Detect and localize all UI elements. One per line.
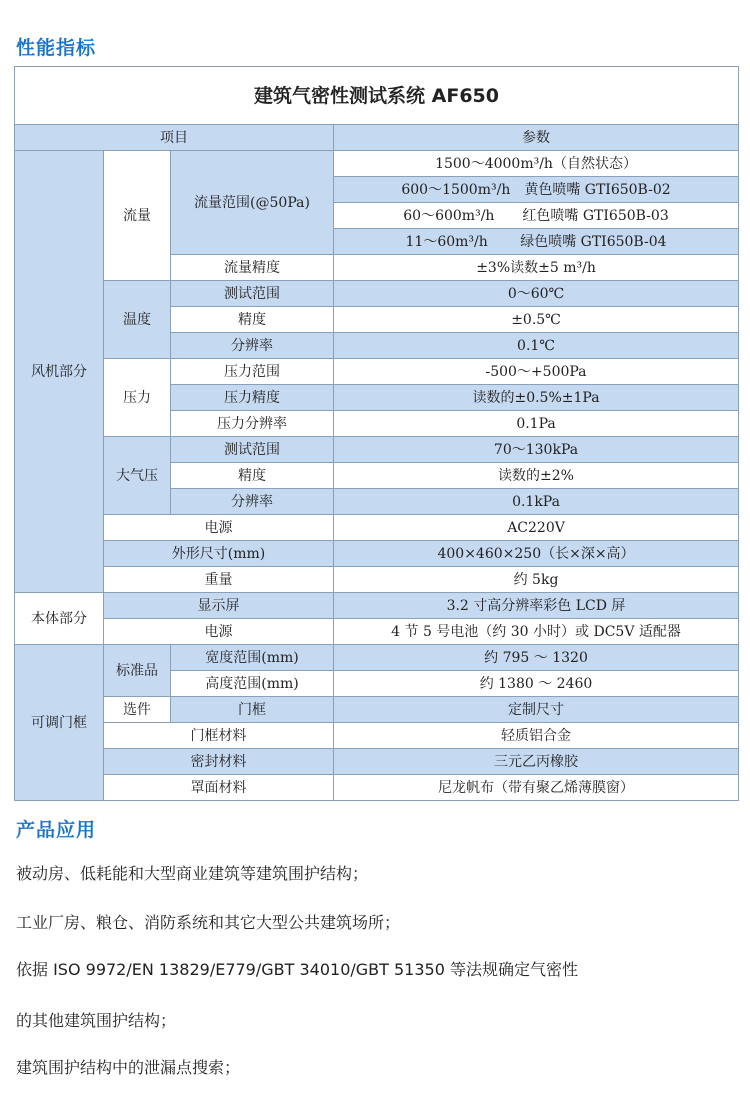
size-label: 外形尺寸(mm) [104,541,334,567]
seal-material-label: 密封材料 [104,749,334,775]
application-heading: 产品应用 [16,819,97,841]
size-value: 400×460×250（长×深×高） [334,541,739,567]
door-label: 门框 [171,697,334,723]
temperature-range-value: 0～60℃ [334,281,739,307]
weight-label: 重量 [104,567,334,593]
flow-range-label: 流量范围(@50Pa) [171,151,334,255]
flow-label: 流量 [104,151,171,281]
flow-range-value: 600～1500m³/h 黄色喷嘴 GTI650B-02 [334,177,739,203]
atmospheric-accuracy-label: 精度 [171,463,334,489]
pressure-label: 压力 [104,359,171,437]
temperature-resolution-value: 0.1℃ [334,333,739,359]
atmospheric-range-label: 测试范围 [171,437,334,463]
fan-power-value: AC220V [334,515,739,541]
flow-range-value: 1500～4000m³/h（自然状态） [334,151,739,177]
pressure-resolution-label: 压力分辨率 [171,411,334,437]
temperature-accuracy-value: ±0.5℃ [334,307,739,333]
spec-table [14,66,739,801]
application-line: 工业厂房、粮仓、消防系统和其它大型公共建筑场所； [16,913,401,932]
temperature-range-label: 测试范围 [171,281,334,307]
weight-value: 约 5kg [334,567,739,593]
flow-accuracy-value: ±3%读数±5 m³/h [334,255,739,281]
temperature-accuracy-label: 精度 [171,307,334,333]
flow-accuracy-label: 流量精度 [171,255,334,281]
application-line: 被动房、低耗能和大型商业建筑等建筑围护结构； [16,864,369,883]
atmospheric-resolution-value: 0.1kPa [334,489,739,515]
application-line: 依据 ISO 9972/EN 13829/E779/GBT 34010/GBT 51350 等法规确定气密性 [16,960,578,979]
display-value: 3.2 寸高分辨率彩色 LCD 屏 [334,593,739,619]
pressure-range-value: -500～+500Pa [334,359,739,385]
width-label: 宽度范围(mm) [171,645,334,671]
pressure-accuracy-value: 读数的±0.5%±1Pa [334,385,739,411]
atmospheric-label: 大气压 [104,437,171,515]
temperature-resolution-label: 分辨率 [171,333,334,359]
frame-material-label: 门框材料 [104,723,334,749]
flow-range-value: 11～60m³/h 绿色喷嘴 GTI650B-04 [334,229,739,255]
standard-label: 标准品 [104,645,171,697]
width-value: 约 795 ～ 1320 [334,645,739,671]
height-value: 约 1380 ～ 2460 [334,671,739,697]
table-title: 建筑气密性测试系统 AF650 [15,67,739,125]
col-header-param: 参数 [334,125,739,151]
flow-range-value: 60～600m³/h 红色喷嘴 GTI650B-03 [334,203,739,229]
door-value: 定制尺寸 [334,697,739,723]
body-power-value: 4 节 5 号电池（约 30 小时）或 DC5V 适配器 [334,619,739,645]
atmospheric-range-value: 70～130kPa [334,437,739,463]
frame-material-value: 轻质铝合金 [334,723,739,749]
body-power-label: 电源 [104,619,334,645]
application-line: 的其他建筑围护结构； [16,1011,177,1030]
seal-material-value: 三元乙丙橡胶 [334,749,739,775]
height-label: 高度范围(mm) [171,671,334,697]
cover-material-value: 尼龙帆布（带有聚乙烯薄膜窗） [334,775,739,801]
atmospheric-accuracy-value: 读数的±2% [334,463,739,489]
performance-heading: 性能指标 [16,37,97,59]
body-section-label: 本体部分 [15,593,104,645]
display-label: 显示屏 [104,593,334,619]
frame-section-label: 可调门框 [15,645,104,801]
application-line: 建筑围护结构中的泄漏点搜索； [16,1058,241,1077]
col-header-item: 项目 [15,125,334,151]
temperature-label: 温度 [104,281,171,359]
pressure-accuracy-label: 压力精度 [171,385,334,411]
pressure-range-label: 压力范围 [171,359,334,385]
fan-power-label: 电源 [104,515,334,541]
pressure-resolution-value: 0.1Pa [334,411,739,437]
option-label: 选件 [104,697,171,723]
atmospheric-resolution-label: 分辨率 [171,489,334,515]
cover-material-label: 罩面材料 [104,775,334,801]
fan-section-label: 风机部分 [15,151,104,593]
